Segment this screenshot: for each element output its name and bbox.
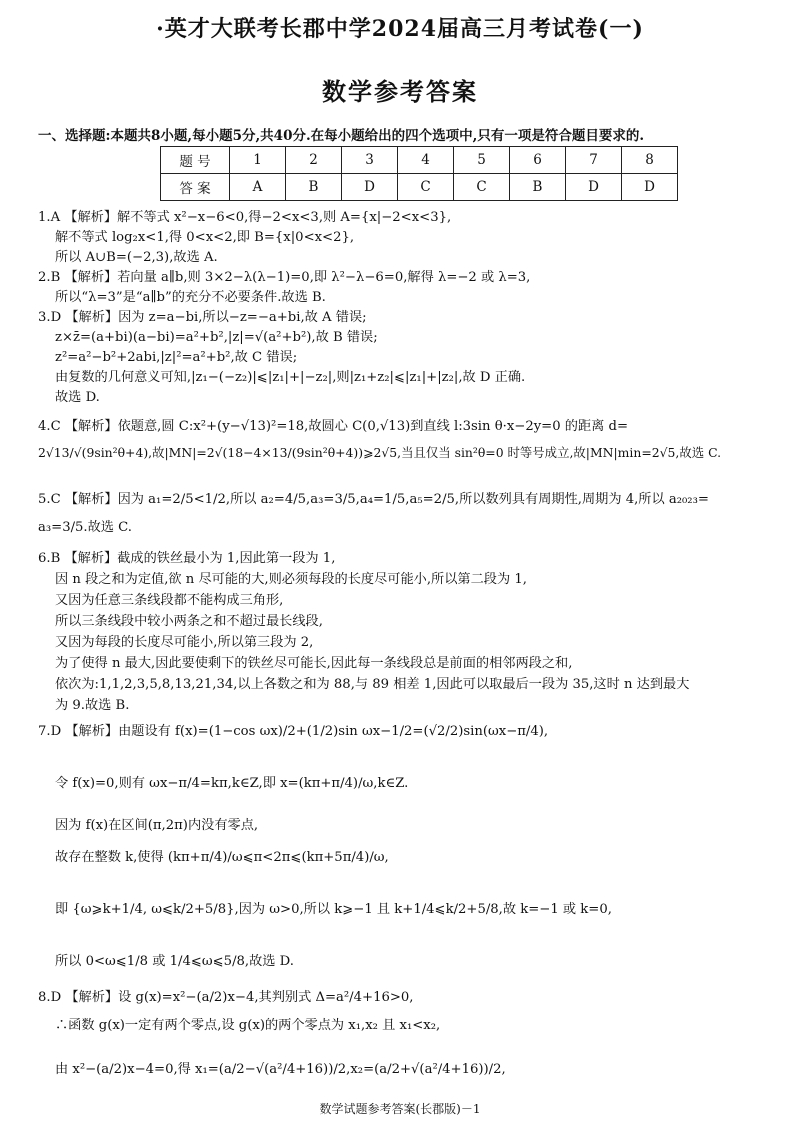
answer-cell: D [566, 174, 622, 201]
solution-line: 又因为任意三条线段都不能构成三角形, [55, 593, 284, 608]
question-number-cell: 3 [342, 147, 398, 174]
question-number-cell: 6 [510, 147, 566, 174]
solution-6 [38, 548, 778, 716]
solution-line: 故选 D. [55, 390, 100, 405]
solution-line: 2√13/√(9sin²θ+4),故|MN|=2√(18−4×13/(9sin²θ+4))⩾2√5,当且仅当 sin²θ=0 时等号成立,故|MN|min=2√5,故选 C. [38, 445, 722, 460]
answer-cell: C [454, 174, 510, 201]
solution-5 [38, 486, 778, 542]
table-header-cell: 题 号 [161, 147, 230, 174]
solution-line: 为 9.故选 B. [55, 698, 130, 713]
answer-cell: D [342, 174, 398, 201]
solution-line: 又因为每段的长度尽可能小,所以第三段为 2, [55, 635, 314, 650]
solution-line: 令 f(x)=0,则有 ωx−π/4=kπ,k∈Z,即 x=(kπ+π/4)/ω,k∈Z. [55, 776, 409, 791]
solution-3 [38, 308, 778, 408]
question-number-cell: 7 [566, 147, 622, 174]
answer-cell: B [510, 174, 566, 201]
answer-table-answer-row [161, 174, 678, 201]
solution-line: 1.A 【解析】解不等式 x²−x−6<0,得−2<x<3,则 A={x|−2<x<3}, [38, 210, 452, 225]
solution-line: ∴函数 g(x)一定有两个零点,设 g(x)的两个零点为 x₁,x₂ 且 x₁<x₂, [55, 1018, 441, 1033]
section-intro: 一、选择题:本题共8小题,每小题5分,共40分.在每小题给出的四个选项中,只有一项是符合题目要求的. [38, 128, 645, 144]
question-number-cell: 4 [398, 147, 454, 174]
solution-line: 依次为:1,1,2,3,5,8,13,21,34,以上各数之和为 88,与 89 相差 1,因此可以取最后一段为 35,这时 n 达到最大 [55, 677, 690, 692]
question-number-cell: 1 [230, 147, 286, 174]
solution-line: 所以 0<ω⩽1/8 或 1/4⩽ω⩽5/8,故选 D. [55, 954, 294, 969]
solution-line: z²=a²−b²+2abi,|z|²=a²+b²,故 C 错误; [55, 350, 298, 365]
table-header-cell: 答 案 [161, 174, 230, 201]
solution-line: 3.D 【解析】因为 z=a−bi,所以−z=−a+bi,故 A 错误; [38, 310, 367, 325]
question-number-cell: 5 [454, 147, 510, 174]
answer-cell: C [398, 174, 454, 201]
document-title: 数学参考答案 [322, 77, 478, 106]
solution-line: 因为 f(x)在区间(π,2π)内没有零点, [55, 818, 259, 833]
solution-line: 所以“λ=3”是“a∥b”的充分不必要条件.故选 B. [55, 290, 326, 305]
solution-line: 8.D 【解析】设 g(x)=x²−(a/2)x−4,其判别式 Δ=a²/4+16>0, [38, 990, 414, 1005]
solution-2 [38, 268, 778, 308]
solution-line: 故存在整数 k,使得 (kπ+π/4)/ω⩽π<2π⩽(kπ+5π/4)/ω, [55, 850, 389, 865]
solution-1 [38, 208, 778, 268]
exam-header-title: ·英才大联考长郡中学2024届高三月考试卷(一) [156, 16, 644, 42]
answer-cell: B [286, 174, 342, 201]
answer-table [160, 146, 678, 201]
solution-line: 为了使得 n 最大,因此要使剩下的铁丝尽可能长,因此每一条线段总是前面的相邻两段之和, [55, 656, 573, 671]
solution-line: 5.C 【解析】因为 a₁=2/5<1/2,所以 a₂=4/5,a₃=3/5,a₄=1/5,a₅=2/5,所以数列具有周期性,周期为 4,所以 a₂₀₂₃= [38, 492, 709, 507]
question-number-cell: 8 [622, 147, 678, 174]
answer-cell: A [230, 174, 286, 201]
solution-line: 由 x²−(a/2)x−4=0,得 x₁=(a/2−√(a²/4+16))/2,x₂=(a/2+√(a²/4+16))/2, [55, 1062, 506, 1077]
page-footer: 数学试题参考答案(长郡版)－1 [319, 1102, 481, 1116]
solution-line: 即 {ω⩾k+1/4, ω⩽k/2+5/8},因为 ω>0,所以 k⩾−1 且 k+1/4⩽k/2+5/8,故 k=−1 或 k=0, [55, 902, 612, 917]
solution-line: a₃=3/5.故选 C. [38, 520, 132, 535]
solution-line: 4.C 【解析】依题意,圆 C:x²+(y−√13)²=18,故圆心 C(0,√13)到直线 l:3sin θ·x−2y=0 的距离 d= [38, 419, 629, 434]
solution-line: 7.D 【解析】由题设有 f(x)=(1−cos ωx)/2+(1/2)sin ωx−1/2=(√2/2)sin(ωx−π/4), [38, 724, 549, 739]
answer-table-number-row [161, 147, 678, 174]
solution-line: 解不等式 log₂x<1,得 0<x<2,即 B={x|0<x<2}, [55, 230, 355, 245]
solution-line: 2.B 【解析】若向量 a∥b,则 3×2−λ(λ−1)=0,即 λ²−λ−6=0,解得 λ=−2 或 λ=3, [38, 270, 531, 285]
solution-line: 所以三条线段中较小两条之和不超过最长线段, [55, 614, 323, 629]
solution-line: 所以 A∪B=(−2,3),故选 A. [55, 250, 218, 265]
solution-line: 因 n 段之和为定值,欲 n 尽可能的大,则必须每段的长度尽可能小,所以第二段为 1, [55, 572, 527, 587]
solution-line: 由复数的几何意义可知,|z₁−(−z₂)|⩽|z₁|+|−z₂|,则|z₁+z₂|⩽|z₁|+|z₂|,故 D 正确. [55, 370, 526, 385]
question-number-cell: 2 [286, 147, 342, 174]
solution-line: z×z̄=(a+bi)(a−bi)=a²+b²,|z|=√(a²+b²),故 B 错误; [55, 330, 378, 345]
solution-4 [38, 414, 778, 466]
solution-line: 6.B 【解析】截成的铁丝最小为 1,因此第一段为 1, [38, 551, 336, 566]
answer-cell: D [622, 174, 678, 201]
